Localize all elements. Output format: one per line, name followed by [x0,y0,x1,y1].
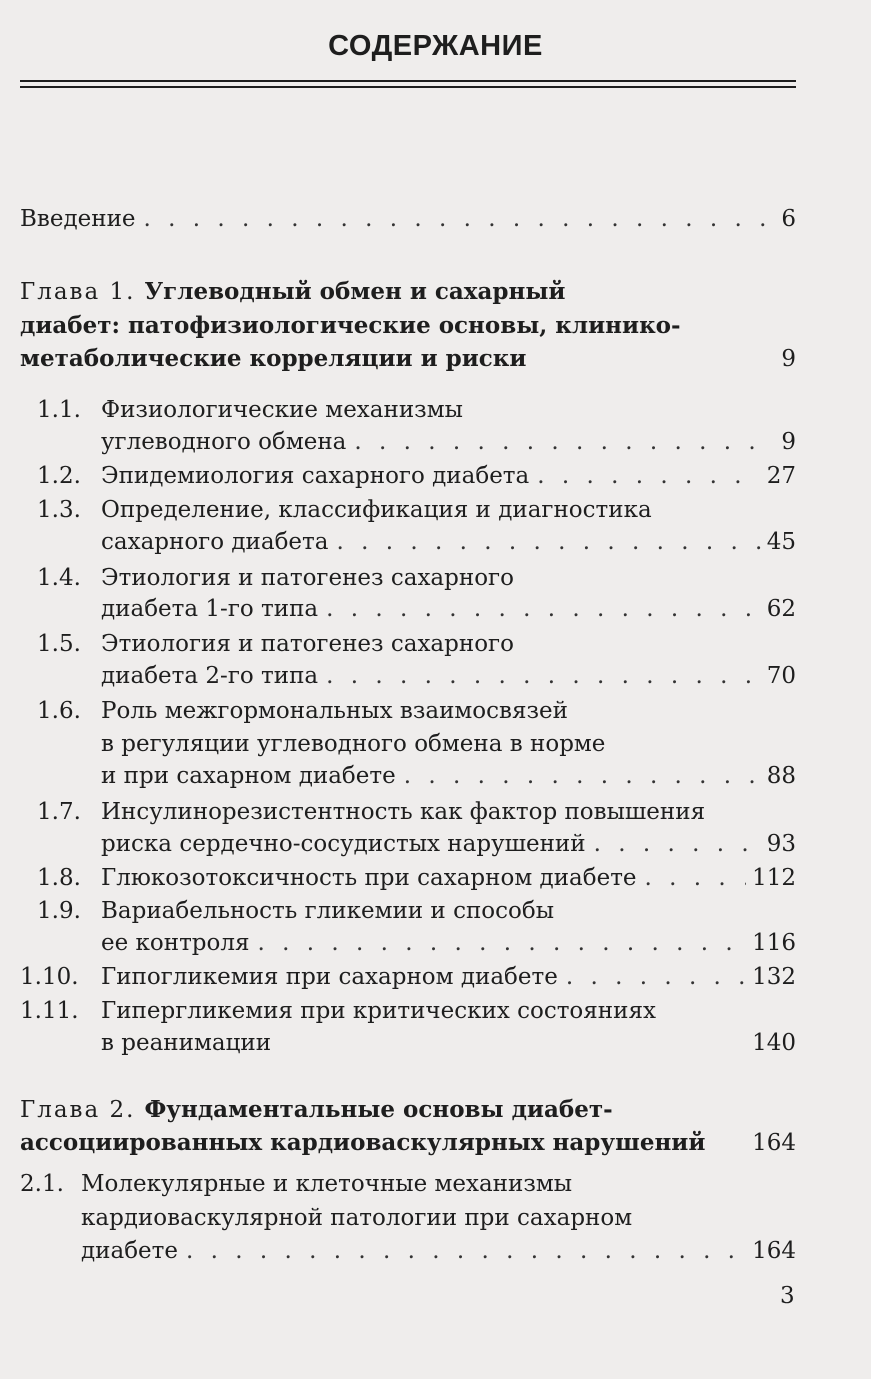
section-1-4-line1[interactable] [101,562,514,594]
section-title: Молекулярные и клеточные механизмы [81,1171,573,1197]
page-number: 164 [752,1238,796,1264]
section-1-2[interactable] [101,460,796,492]
page-number: 132 [752,964,796,990]
section-title: кардиоваскулярной патологии при сахарном [81,1205,633,1231]
page-number: 45 [766,529,796,555]
section-1-1-line2[interactable] [101,426,796,458]
section-1-5-line2[interactable] [101,660,796,692]
intro-label: Введение [20,206,136,232]
section-2-1-line2 [81,1202,632,1234]
section-title: диабета 1-го типа [101,596,319,622]
leader-dots [186,1235,746,1267]
chapter1-heading-line3[interactable] [20,343,796,375]
leader-dots [594,828,761,860]
section-title: Определение, классификация и диагностика [101,497,652,523]
section-1-5-line1[interactable] [101,628,514,660]
section-title: Гипогликемия при сахарном диабете [101,964,558,990]
leader-dots [404,760,761,792]
section-1-10[interactable] [101,961,796,993]
chapter2-heading-line2[interactable] [20,1127,796,1159]
toc-entry-intro[interactable] [20,203,796,235]
chapter1-prefix: Глава 1. [20,279,136,305]
section-1-11-line2[interactable] [101,1027,796,1059]
section-2-1-line1[interactable] [81,1168,572,1200]
section-1-9-line2[interactable] [101,927,796,959]
section-1-3-line2[interactable] [101,526,796,558]
section-title: Эпидемиология сахарного диабета [101,463,530,489]
leader-dots [326,593,761,625]
section-title: Роль межгормональных взаимосвязей [101,698,568,724]
section-title: Вариабельность гликемии и способы [101,898,555,924]
leader-dots [566,961,746,993]
section-title: риска сердечно-сосудистых нарушений [101,831,586,857]
section-number: 1.10. [20,964,79,990]
section-1-6-line2 [101,728,605,760]
section-number: 1.5. [37,631,81,657]
chapter1-heading-line2 [20,310,681,342]
section-title: ее контроля [101,930,250,956]
section-1-3-line1[interactable] [101,494,652,526]
leader-dots [326,660,761,692]
chapter2-heading-line1[interactable] [20,1094,613,1126]
page-number: 164 [752,1130,796,1156]
section-1-7-line2[interactable] [101,828,796,860]
title-rule-top [20,80,796,82]
page-number: 116 [752,930,796,956]
leader-dots [144,203,776,235]
section-1-6-line3[interactable] [101,760,796,792]
section-number: 1.9. [37,898,81,924]
section-1-9-line1[interactable] [101,895,554,927]
page-title: СОДЕРЖАНИЕ [328,30,543,62]
section-1-11-line1[interactable] [101,995,656,1027]
section-title: сахарного диабета [101,529,329,555]
section-title: Глюкозотоксичность при сахарном диабете [101,865,637,891]
section-2-1-line3[interactable] [81,1235,796,1267]
leader-dots [537,460,760,492]
section-1-7-line1[interactable] [101,796,705,828]
page-number: 62 [766,596,796,622]
section-title: Гипергликемия при критических состояниях [101,998,656,1024]
chapter1-heading-line1[interactable] [20,276,565,308]
section-title: диабете [81,1238,178,1264]
page-number: 70 [766,663,796,689]
section-1-6-line1[interactable] [101,695,568,727]
section-number: 1.2. [37,463,81,489]
section-number: 1.11. [20,998,79,1024]
section-1-8[interactable] [101,862,796,894]
page-number: 9 [781,429,796,455]
chapter1-title-part3: метаболические корреляции и риски [20,345,527,372]
page-folio: 3 [780,1283,795,1309]
leader-dots [258,927,747,959]
section-title: в реанимации [101,1030,272,1056]
section-title: Этиология и патогенез сахарного [101,631,514,657]
section-title: углеводного обмена [101,429,347,455]
chapter1-title-part2: диабет: патофизиологические основы, клинико- [20,312,681,339]
title-rule-bottom [20,86,796,88]
section-number: 1.1. [37,397,81,423]
section-number: 2.1. [20,1171,64,1197]
page-number: 88 [766,763,796,789]
page-number: 112 [752,865,796,891]
page-number: 93 [766,831,796,857]
section-number: 1.8. [37,865,81,891]
section-title: и при сахарном диабете [101,763,396,789]
page-number: 27 [766,463,796,489]
chapter2-prefix: Глава 2. [20,1097,136,1123]
leader-dots [354,426,775,458]
section-title: в регуляции углеводного обмена в норме [101,731,606,757]
section-number: 1.7. [37,799,81,825]
section-number: 1.4. [37,565,81,591]
chapter1-title-part1: Углеводный обмен и сахарный [144,278,566,305]
page-number: 140 [752,1030,796,1056]
section-number: 1.3. [37,497,81,523]
section-title: Инсулинорезистентность как фактор повышения [101,799,706,825]
page-number: 6 [781,206,796,232]
chapter2-title-part2: ассоциированных кардиоваскулярных нарушений [20,1129,706,1156]
section-title: Этиология и патогенез сахарного [101,565,514,591]
leader-dots [336,526,760,558]
section-number: 1.6. [37,698,81,724]
section-title: диабета 2-го типа [101,663,319,689]
section-1-4-line2[interactable] [101,593,796,625]
section-1-1-line1[interactable] [101,394,463,426]
page-number: 9 [781,346,796,372]
chapter2-title-part1: Фундаментальные основы диабет- [144,1096,613,1123]
section-title: Физиологические механизмы [101,397,463,423]
leader-dots [645,862,747,894]
